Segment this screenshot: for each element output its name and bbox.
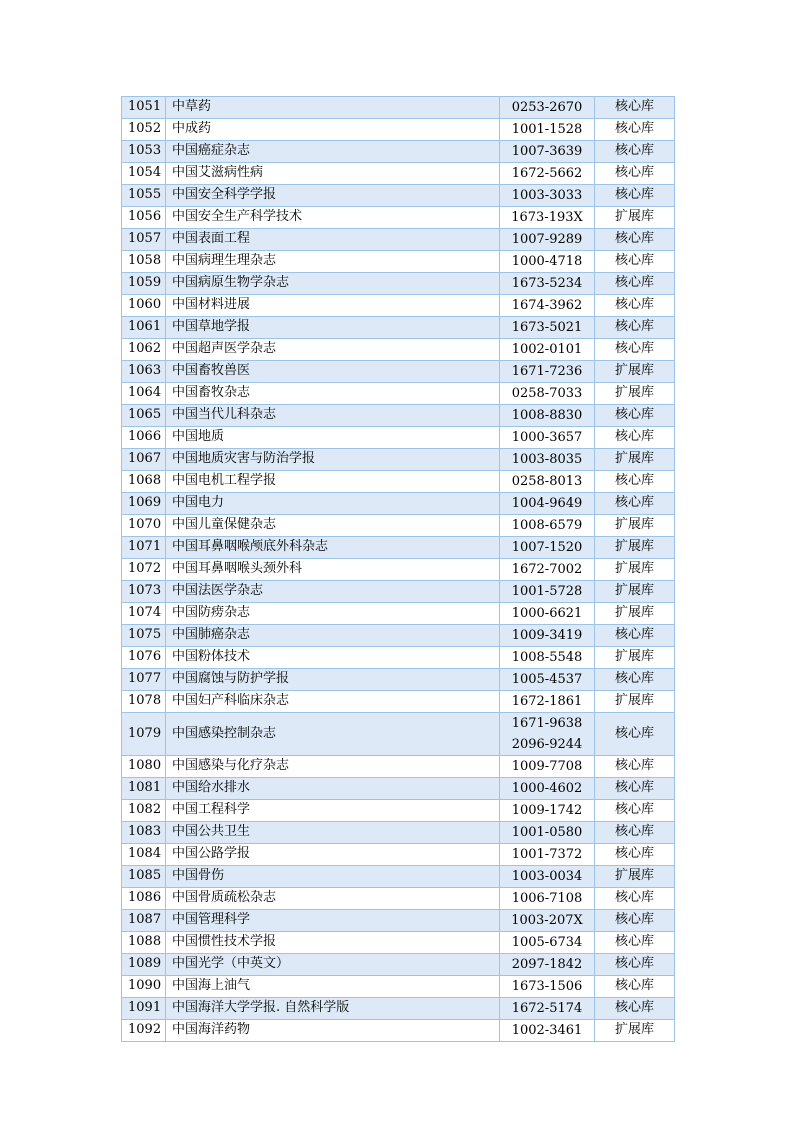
journal-name: 中国耳鼻咽喉头颈外科	[166, 559, 500, 581]
table-row	[122, 163, 675, 185]
issn-cell	[500, 427, 595, 449]
issn-value: 1672-5174	[511, 1001, 583, 1016]
issn-value: 1007-9289	[511, 232, 583, 247]
library-type: 扩展库	[595, 537, 675, 559]
issn-cell	[500, 339, 595, 361]
journal-name: 中国海上油气	[166, 976, 500, 998]
issn-cell	[500, 163, 595, 185]
library-type: 核心库	[595, 273, 675, 295]
library-type: 核心库	[595, 471, 675, 493]
row-number: 1062	[122, 339, 166, 361]
table-row	[122, 119, 675, 141]
row-number: 1056	[122, 207, 166, 229]
library-type: 核心库	[595, 800, 675, 822]
issn-value: 1007-1520	[511, 540, 583, 555]
row-number: 1072	[122, 559, 166, 581]
table-row	[122, 141, 675, 163]
journal-name: 中国超声医学杂志	[166, 339, 500, 361]
journal-name: 中国当代儿科杂志	[166, 405, 500, 427]
library-type: 核心库	[595, 822, 675, 844]
issn-value: 0258-7033	[511, 386, 583, 401]
issn-value: 1674-3962	[511, 298, 583, 313]
library-type: 核心库	[595, 778, 675, 800]
issn-cell	[500, 229, 595, 251]
row-number: 1070	[122, 515, 166, 537]
journal-name: 中国给水排水	[166, 778, 500, 800]
table-row	[122, 647, 675, 669]
issn-value: 2097-1842	[511, 957, 583, 972]
table-row	[122, 361, 675, 383]
journal-name: 中国畜牧兽医	[166, 361, 500, 383]
issn-value: 1006-7108	[511, 891, 583, 906]
table-row	[122, 756, 675, 778]
table-row	[122, 471, 675, 493]
issn-value: 1008-6579	[511, 518, 583, 533]
library-type: 扩展库	[595, 207, 675, 229]
table-row	[122, 207, 675, 229]
issn-cell	[500, 910, 595, 932]
library-type: 扩展库	[595, 515, 675, 537]
journal-name: 中国感染控制杂志	[166, 713, 500, 756]
journal-name: 中国电力	[166, 493, 500, 515]
row-number: 1079	[122, 713, 166, 756]
issn-cell	[500, 449, 595, 471]
issn-cell	[500, 537, 595, 559]
issn-value: 1005-4537	[511, 672, 583, 687]
journal-name: 中国感染与化疗杂志	[166, 756, 500, 778]
row-number: 1087	[122, 910, 166, 932]
library-type: 核心库	[595, 844, 675, 866]
row-number: 1069	[122, 493, 166, 515]
row-number: 1060	[122, 295, 166, 317]
journal-name: 中国肺癌杂志	[166, 625, 500, 647]
row-number: 1089	[122, 954, 166, 976]
library-type: 核心库	[595, 998, 675, 1020]
table-body	[122, 97, 675, 1042]
table-row	[122, 998, 675, 1020]
journal-name: 中国管理科学	[166, 910, 500, 932]
row-number: 1074	[122, 603, 166, 625]
table-row	[122, 581, 675, 603]
issn-cell	[500, 954, 595, 976]
row-number: 1052	[122, 119, 166, 141]
library-type: 核心库	[595, 669, 675, 691]
row-number: 1053	[122, 141, 166, 163]
table-row	[122, 976, 675, 998]
issn-value: 1671-7236	[511, 364, 583, 379]
library-type: 扩展库	[595, 361, 675, 383]
table-row	[122, 778, 675, 800]
journal-name: 中国儿童保健杂志	[166, 515, 500, 537]
table-row	[122, 427, 675, 449]
library-type: 核心库	[595, 317, 675, 339]
table-row	[122, 537, 675, 559]
issn-value: 1672-1861	[511, 694, 583, 709]
row-number: 1088	[122, 932, 166, 954]
issn-cell	[500, 932, 595, 954]
journal-name: 中草药	[166, 97, 500, 119]
issn-value: 1008-5548	[511, 650, 583, 665]
issn-cell	[500, 800, 595, 822]
library-type: 扩展库	[595, 866, 675, 888]
library-type: 核心库	[595, 251, 675, 273]
issn-value: 1000-6621	[511, 606, 583, 621]
table-row	[122, 888, 675, 910]
issn-value: 1673-1506	[511, 979, 583, 994]
row-number: 1078	[122, 691, 166, 713]
journal-name: 中国病原生物学杂志	[166, 273, 500, 295]
issn-cell	[500, 647, 595, 669]
library-type: 核心库	[595, 185, 675, 207]
issn-cell	[500, 185, 595, 207]
row-number: 1071	[122, 537, 166, 559]
issn-cell	[500, 97, 595, 119]
table-row	[122, 1020, 675, 1042]
library-type: 核心库	[595, 713, 675, 756]
table-row	[122, 559, 675, 581]
issn-value: 1005-6734	[511, 935, 583, 950]
journal-name: 中国骨伤	[166, 866, 500, 888]
issn-cell	[500, 581, 595, 603]
journal-name: 中国防痨杂志	[166, 603, 500, 625]
issn-value: 1001-1528	[511, 122, 583, 137]
library-type: 扩展库	[595, 603, 675, 625]
library-type: 核心库	[595, 910, 675, 932]
library-type: 核心库	[595, 295, 675, 317]
issn-value: 1000-3657	[511, 430, 583, 445]
issn-value: 1003-0034	[511, 869, 583, 884]
library-type: 核心库	[595, 888, 675, 910]
issn-value: 1673-193X	[511, 210, 583, 225]
journal-name: 中国粉体技术	[166, 647, 500, 669]
row-number: 1059	[122, 273, 166, 295]
issn-value: 1007-3639	[511, 144, 583, 159]
table-row	[122, 932, 675, 954]
issn-value: 1000-4602	[511, 781, 583, 796]
row-number: 1080	[122, 756, 166, 778]
table-row	[122, 954, 675, 976]
issn-cell	[500, 383, 595, 405]
library-type: 扩展库	[595, 581, 675, 603]
journal-name: 中国耳鼻咽喉颅底外科杂志	[166, 537, 500, 559]
table-row	[122, 625, 675, 647]
journal-name: 中国草地学报	[166, 317, 500, 339]
row-number: 1057	[122, 229, 166, 251]
row-number: 1086	[122, 888, 166, 910]
issn-cell	[500, 713, 595, 756]
row-number: 1077	[122, 669, 166, 691]
issn-cell	[500, 888, 595, 910]
journal-name: 中国海洋药物	[166, 1020, 500, 1042]
library-type: 扩展库	[595, 383, 675, 405]
issn-cell	[500, 207, 595, 229]
row-number: 1073	[122, 581, 166, 603]
issn-cell	[500, 251, 595, 273]
table-row	[122, 295, 675, 317]
issn-value: 1673-5021	[511, 320, 583, 335]
journal-name: 中国惯性技术学报	[166, 932, 500, 954]
row-number: 1067	[122, 449, 166, 471]
table-row	[122, 97, 675, 119]
issn-cell	[500, 625, 595, 647]
row-number: 1092	[122, 1020, 166, 1042]
issn-value: 1003-207X	[511, 913, 583, 928]
journal-name: 中国光学（中英文）	[166, 954, 500, 976]
issn-value: 0253-2670	[511, 100, 583, 115]
issn-cell	[500, 141, 595, 163]
issn-value: 1001-7372	[511, 847, 583, 862]
row-number: 1085	[122, 866, 166, 888]
table-row	[122, 669, 675, 691]
issn-cell	[500, 471, 595, 493]
row-number: 1064	[122, 383, 166, 405]
library-type: 核心库	[595, 119, 675, 141]
issn-value: 0258-8013	[511, 474, 583, 489]
issn-value: 1000-4718	[511, 254, 583, 269]
library-type: 核心库	[595, 976, 675, 998]
table-row	[122, 449, 675, 471]
issn-cell	[500, 778, 595, 800]
journal-name: 中国安全生产科学技术	[166, 207, 500, 229]
journal-name: 中国法医学杂志	[166, 581, 500, 603]
table-row	[122, 273, 675, 295]
library-type: 核心库	[595, 493, 675, 515]
row-number: 1066	[122, 427, 166, 449]
issn-cell	[500, 844, 595, 866]
library-type: 核心库	[595, 756, 675, 778]
journal-name: 中国畜牧杂志	[166, 383, 500, 405]
issn-value: 1672-7002	[511, 562, 583, 577]
row-number: 1081	[122, 778, 166, 800]
issn-cell	[500, 361, 595, 383]
row-number: 1090	[122, 976, 166, 998]
journal-name: 中成药	[166, 119, 500, 141]
issn-cell	[500, 559, 595, 581]
issn-cell	[500, 603, 595, 625]
issn-value: 1009-1742	[511, 803, 583, 818]
table-row	[122, 603, 675, 625]
row-number: 1084	[122, 844, 166, 866]
row-number: 1083	[122, 822, 166, 844]
issn-value: 1004-9649	[511, 496, 583, 511]
table-row	[122, 691, 675, 713]
row-number: 1051	[122, 97, 166, 119]
library-type: 核心库	[595, 932, 675, 954]
row-number: 1054	[122, 163, 166, 185]
table-row	[122, 515, 675, 537]
library-type: 核心库	[595, 954, 675, 976]
table-row	[122, 713, 675, 756]
journal-name: 中国妇产科临床杂志	[166, 691, 500, 713]
table-row	[122, 185, 675, 207]
row-number: 1091	[122, 998, 166, 1020]
library-type: 核心库	[595, 339, 675, 361]
library-type: 核心库	[595, 229, 675, 251]
row-number: 1061	[122, 317, 166, 339]
journal-name: 中国公共卫生	[166, 822, 500, 844]
library-type: 扩展库	[595, 1020, 675, 1042]
issn-cell	[500, 756, 595, 778]
table-row	[122, 800, 675, 822]
issn-cell	[500, 119, 595, 141]
journal-name: 中国材料进展	[166, 295, 500, 317]
issn-cell	[500, 317, 595, 339]
row-number: 1055	[122, 185, 166, 207]
journal-name: 中国地质	[166, 427, 500, 449]
issn-cell	[500, 405, 595, 427]
issn-cell	[500, 976, 595, 998]
journal-name: 中国地质灾害与防治学报	[166, 449, 500, 471]
library-type: 扩展库	[595, 691, 675, 713]
library-type: 核心库	[595, 625, 675, 647]
table-row	[122, 383, 675, 405]
table-row	[122, 493, 675, 515]
issn-value: 1002-3461	[511, 1023, 583, 1038]
issn-cell	[500, 866, 595, 888]
journal-name: 中国骨质疏松杂志	[166, 888, 500, 910]
issn-cell	[500, 273, 595, 295]
issn-cell	[500, 1020, 595, 1042]
journal-name: 中国海洋大学学报. 自然科学版	[166, 998, 500, 1020]
issn-value: 1003-3033	[511, 188, 583, 203]
issn-value: 1673-5234	[511, 276, 583, 291]
table-row	[122, 339, 675, 361]
issn-cell	[500, 295, 595, 317]
issn-cell	[500, 998, 595, 1020]
issn-cell	[500, 669, 595, 691]
issn-value: 1008-8830	[511, 408, 583, 423]
table-row	[122, 866, 675, 888]
issn-value: 1009-7708	[511, 759, 583, 774]
issn-cell	[500, 493, 595, 515]
issn-value: 2096-9244	[511, 737, 583, 752]
library-type: 核心库	[595, 97, 675, 119]
issn-value: 1672-5662	[511, 166, 583, 181]
issn-value: 1002-0101	[511, 342, 583, 357]
row-number: 1075	[122, 625, 166, 647]
row-number: 1063	[122, 361, 166, 383]
journal-table	[121, 96, 675, 1042]
journal-name: 中国工程科学	[166, 800, 500, 822]
table-row	[122, 405, 675, 427]
library-type: 扩展库	[595, 647, 675, 669]
library-type: 扩展库	[595, 559, 675, 581]
issn-cell	[500, 691, 595, 713]
library-type: 核心库	[595, 405, 675, 427]
row-number: 1076	[122, 647, 166, 669]
journal-name: 中国腐蚀与防护学报	[166, 669, 500, 691]
library-type: 扩展库	[595, 449, 675, 471]
issn-value: 1671-9638	[511, 716, 583, 731]
row-number: 1068	[122, 471, 166, 493]
library-type: 核心库	[595, 141, 675, 163]
journal-name: 中国艾滋病性病	[166, 163, 500, 185]
table-row	[122, 822, 675, 844]
row-number: 1082	[122, 800, 166, 822]
journal-name: 中国表面工程	[166, 229, 500, 251]
row-number: 1058	[122, 251, 166, 273]
issn-value: 1003-8035	[511, 452, 583, 467]
journal-name: 中国公路学报	[166, 844, 500, 866]
library-type: 核心库	[595, 427, 675, 449]
journal-name: 中国安全科学学报	[166, 185, 500, 207]
table-row	[122, 251, 675, 273]
issn-value: 1001-5728	[511, 584, 583, 599]
issn-cell	[500, 515, 595, 537]
table-row	[122, 910, 675, 932]
row-number: 1065	[122, 405, 166, 427]
table-row	[122, 317, 675, 339]
journal-name: 中国病理生理杂志	[166, 251, 500, 273]
journal-name: 中国癌症杂志	[166, 141, 500, 163]
issn-cell	[500, 822, 595, 844]
journal-name: 中国电机工程学报	[166, 471, 500, 493]
issn-value: 1009-3419	[511, 628, 583, 643]
issn-value: 1001-0580	[511, 825, 583, 840]
table-row	[122, 844, 675, 866]
library-type: 核心库	[595, 163, 675, 185]
table-row	[122, 229, 675, 251]
